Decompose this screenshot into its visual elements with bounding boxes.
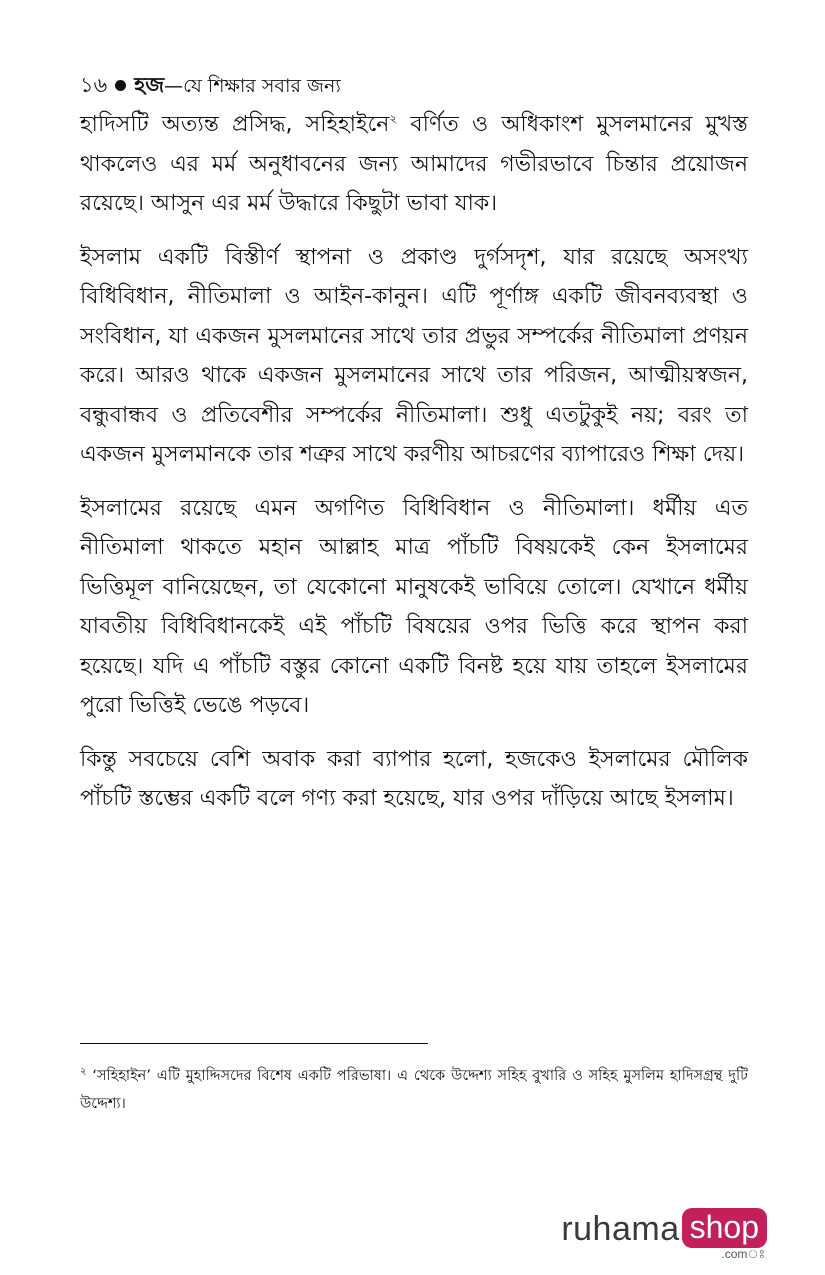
- footnote-marker: ২: [80, 1066, 87, 1077]
- paragraph-1-end: বর্ণিত ও অধিকাংশ মুসলমানের মুখস্ত থাকলেও এর মর্ম অনুধাবনের জন্য আমাদের গভীরভাবে চিন্তার প্রয়োজন রয়েছে। আসুন এর মর্ম উদ্ধারে কিছুটা ভাবা যাক।: [80, 112, 748, 216]
- footnote-reference: ২: [389, 111, 398, 126]
- running-header: [80, 70, 748, 101]
- paragraph-3: ইসলামের রয়েছে এমন অগণিত বিধিবিধান ও নীতিমালা। ধর্মীয় এত নীতিমালা থাকতে মহান আল্লাহ মাত্র পাঁচটি বিষয়কেই কেন ইসলামের ভিত্তিমূল বানিয়েছেন, তা যেকোনো মানুষকেই ভাবিয়ে তোলে। যেখানে ধর্মীয় যাবতীয় বিধিবিধানকেই এই পাঁচটি বিষয়ের ওপর ভিত্তি করে স্থাপন করা হয়েছে। যদি এ পাঁচটি বস্তুর কোনো একটি বিনষ্ট হয়ে যায় তাহলে ইসলামের পুরো ভিত্তিই ভেঙে পড়বে।: [80, 495, 748, 718]
- page-content: [80, 70, 748, 833]
- brand-logo: [561, 1208, 767, 1268]
- brand-domain: .comঃ: [721, 1247, 765, 1261]
- page-number: ১৬: [80, 73, 108, 97]
- brand-shop-badge: shop: [682, 1208, 767, 1248]
- bullet-icon: [115, 80, 126, 91]
- book-subtitle: —যে শিক্ষার সবার জন্য: [164, 75, 341, 97]
- book-title: হজ: [134, 73, 165, 97]
- footnote-divider: [80, 1043, 428, 1044]
- footnote-text: ‘সহিহাইন’ এটি মুহাদ্দিসদের বিশেষ একটি পরিভাষা। এ থেকে উদ্দেশ্য সহিহ বুখারি ও সহিহ মুসলিম হাদিসগ্রন্থ দুটি উদ্দেশ্য।: [80, 1067, 748, 1112]
- paragraph-1: [80, 105, 748, 224]
- brand-name: ruhama: [561, 1210, 680, 1248]
- paragraph-2: ইসলাম একটি বিস্তীর্ণ স্থাপনা ও প্রকাণ্ড দুর্গসদৃশ, যার রয়েছে অসংখ্য বিধিবিধান, নীতিমালা ও আইন-কানুন। এটি পূর্ণাঙ্গ একটি জীবনব্যবস্থা ও সংবিধান, যা একজন মুসলমানের সাথে তার প্রভুর সম্পর্কের নীতিমালা প্রণয়ন করে। আরও থাকে একজন মুসলমানের সাথে তার পরিজন, আত্মীয়স্বজন, বন্ধুবান্ধব ও প্রতিবেশীর সম্পর্কের নীতিমালা। শুধু এতটুকুই নয়; বরং তা একজন মুসলমানকে তার শত্রুর সাথে করণীয় আচরণের ব্যাপারেও শিক্ষা দেয়।: [80, 244, 748, 467]
- footnote: [80, 1058, 748, 1118]
- paragraph-4: কিন্তু সবচেয়ে বেশি অবাক করা ব্যাপার হলো, হজকেও ইসলামের মৌলিক পাঁচটি স্তম্ভের একটি বলে গণ্য করা হয়েছে, যার ওপর দাঁড়িয়ে আছে ইসলাম।: [80, 746, 748, 811]
- brand-shop-wrap: [682, 1208, 767, 1261]
- paragraph-1-start: হাদিসটি অত্যন্ত প্রসিদ্ধ, সহিহাইনে: [80, 112, 390, 137]
